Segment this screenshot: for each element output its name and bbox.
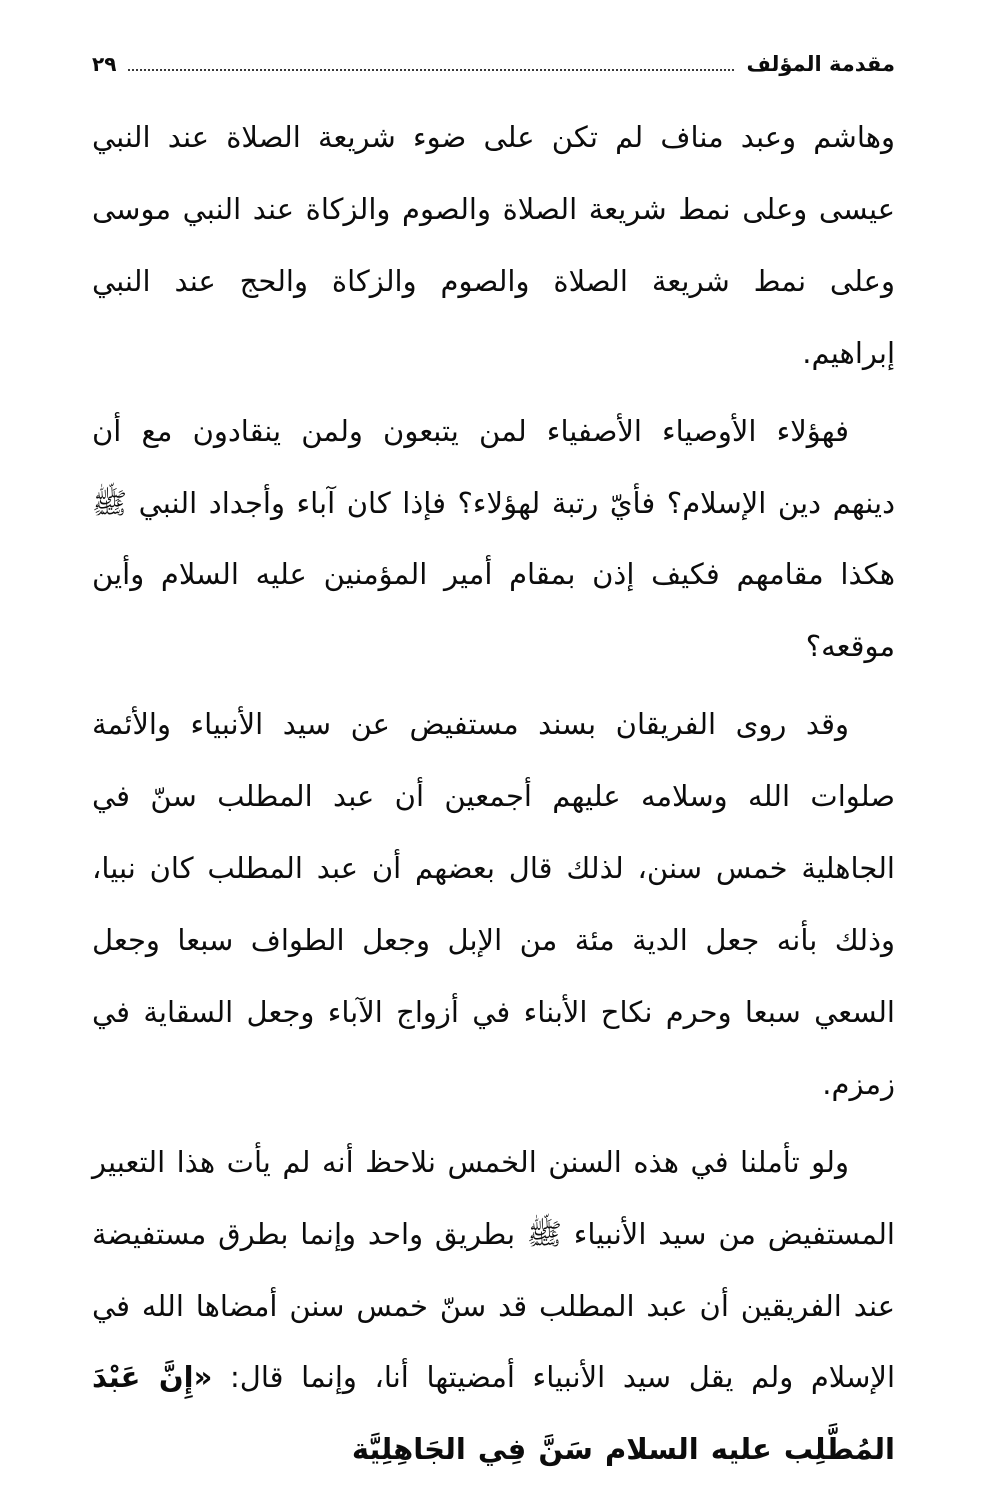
header-title: مقدمة المؤلف (746, 52, 895, 76)
dotted-leader (128, 69, 734, 71)
paragraph: وهاشم وعبد مناف لم تكن على ضوء شريعة الصلاة عند النبي عيسى وعلى نمط شريعة الصلاة والصوم والزكاة عند النبي موسى وعلى نمط شريعة الصلاة والصوم والزكاة والحج عند النبي إبراهيم. (92, 120, 895, 370)
paragraph: فهؤلاء الأوصياء الأصفياء لمن يتبعون ولمن ينقادون مع أن دينهم دين الإسلام؟ فأيّ رتبة لهؤلاء؟ فإذا كان آباء وأجداد النبي ﷺ هكذا مقامهم فكيف إذن بمقام أمير المؤمنين عليه السلام وأين موقعه؟ (92, 413, 895, 664)
page-number: ٢٩ (92, 52, 117, 76)
paragraph: وقد روى الفريقان بسند مستفيض عن سيد الأنبياء والأئمة صلوات الله وسلامه عليهم أجمعين أن عبد المطلب سنّ في الجاهلية خمس سنن، لذلك قال بعضهم أن عبد المطلب كان نبيا، وذلك بأنه جعل الدية مئة من الإبل وجعل الطواف سبعا وجعل السعي سبعا وحرم نكاح الأبناء في أزواج الآباء وجعل السقاية في زمزم. (92, 707, 895, 1101)
paragraph (92, 1127, 895, 1486)
hadith-bold-quote: «إِنَّ عَبْدَ المُطَّلِب عليه السلام سَنَّ فِي الجَاهِلِيَّة (92, 1360, 895, 1467)
page-header (92, 42, 895, 76)
paragraph-text: ولو تأملنا في هذه السنن الخمس نلاحظ أنه لم يأت هذا التعبير المستفيض من سيد الأنبياء ﷺ بطريق واحد وإنما بطرق مستفيضة عند الفريقين أن عبد المطلب قد سنّ خمس سنن أمضاها الله في الإسلام ولم يقل سيد الأنبياء أمضيتها أنا، وإنما قال: (92, 1144, 896, 1395)
page-body (92, 102, 895, 1486)
